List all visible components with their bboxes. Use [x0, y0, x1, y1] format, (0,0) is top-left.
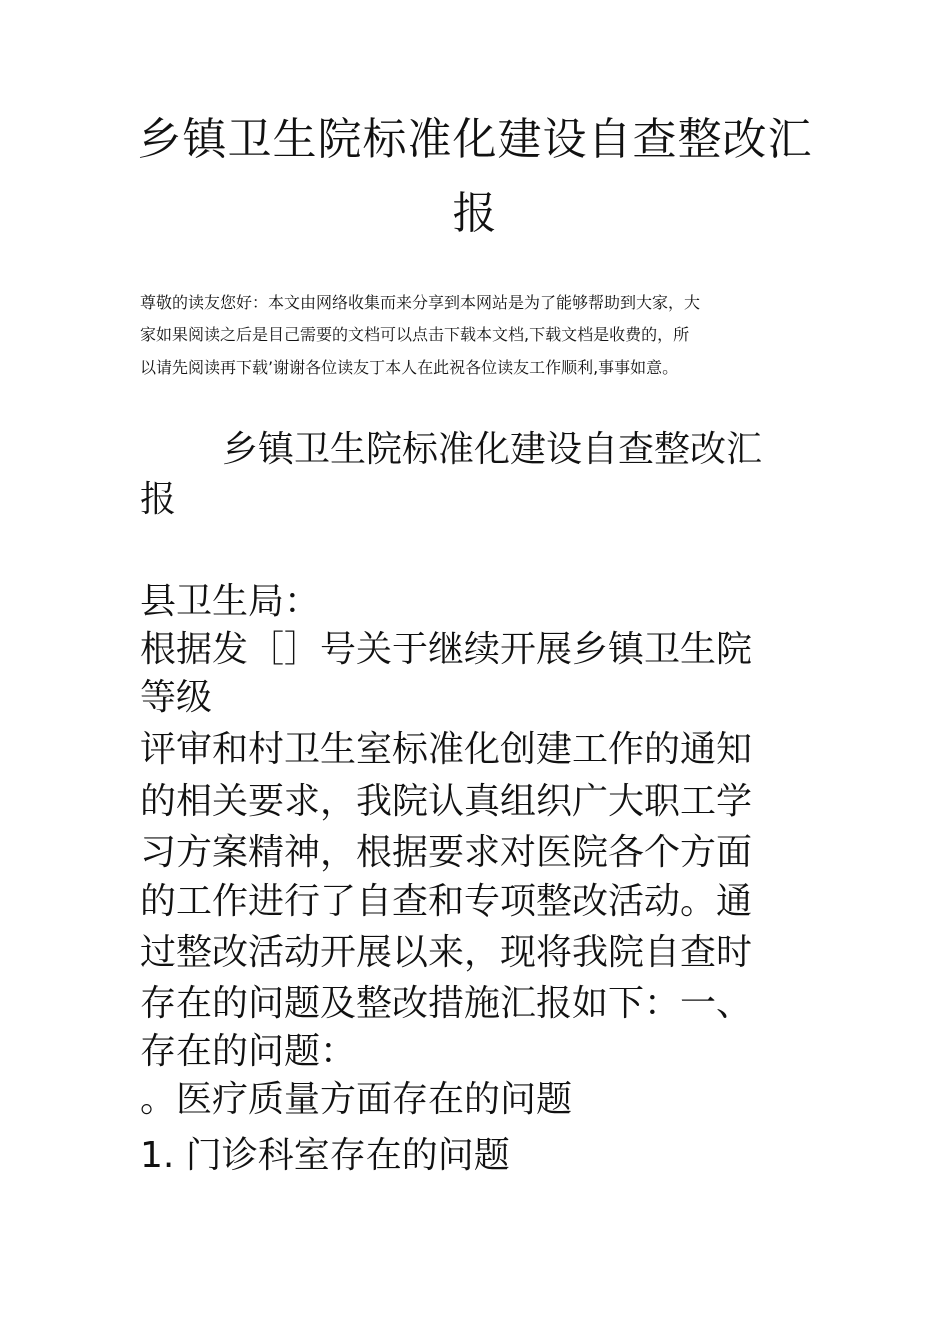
- reader-notice-line-2: 家如果阅读之后是目己需要的文档可以点击下载本文档,下载文档是收费的，所: [140, 325, 690, 344]
- report-heading-line-1: 乡镇卫生院标准化建设自查整改汇: [222, 429, 763, 470]
- paragraph-line: 等级: [140, 677, 213, 718]
- reader-notice-line-3: 以请先阅读再下载’谢谢各位读友丁本人在此祝各位读友工作顺利,事事如意。: [140, 358, 679, 377]
- paragraph-line: 习方案精神，根据要求对医院各个方面: [140, 832, 753, 873]
- paragraph-line: 存在的问题：: [140, 1031, 357, 1072]
- report-heading-line-2: 报: [140, 479, 177, 520]
- paragraph-line: 评审和村卫生室标准化创建工作的通知: [140, 729, 753, 770]
- paragraph-line: 的相关要求，我院认真组织广大职工学: [140, 781, 753, 822]
- section-heading: 。医疗质量方面存在的问题: [140, 1079, 573, 1120]
- paragraph-line: 的工作进行了自查和专项整改活动。通: [140, 881, 753, 922]
- subsection-heading: 1. 门诊科室存在的问题: [140, 1135, 510, 1176]
- document-title-line-2: 报: [452, 188, 498, 239]
- paragraph-line: 过整改活动开展以来，现将我院自查时: [140, 932, 753, 973]
- paragraph-line: 存在的问题及整改措施汇报如下：一、: [140, 983, 753, 1024]
- document-title-line-1: 乡镇卫生院标准化建设自查整改汇: [137, 114, 813, 165]
- addressee: 县卫生局：: [140, 581, 321, 622]
- paragraph-line: 根据发［］号关于继续开展乡镇卫生院: [140, 629, 753, 670]
- reader-notice-line-1: 尊敬的读友您好：本文由网络收集而来分享到本网站是为了能够帮助到大家，大: [140, 293, 701, 312]
